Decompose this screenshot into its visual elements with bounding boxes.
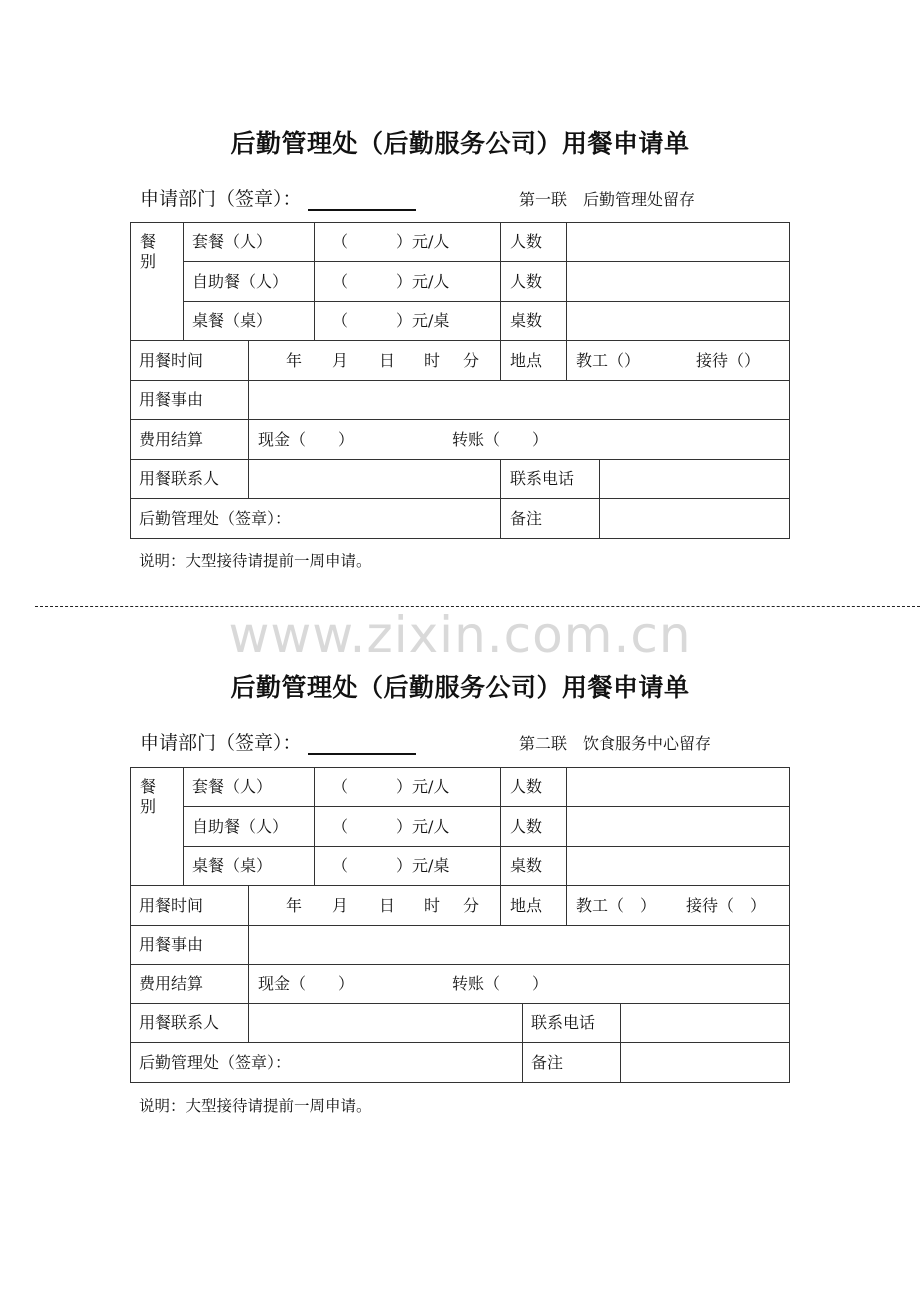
transfer-option[interactable]: 转账（ ）	[452, 974, 549, 993]
meal-reason-label: 用餐事由	[139, 935, 204, 954]
copy-label: 第一联 后勤管理处留存	[519, 190, 696, 209]
footnote: 说明：大型接待请提前一周申请。	[139, 1097, 372, 1115]
department-field[interactable]	[140, 184, 416, 211]
price-per-table-field[interactable]: （ ）元/桌	[332, 311, 450, 330]
location-staff-option[interactable]: 教工（）	[576, 351, 641, 370]
phone-label: 联系电话	[531, 1013, 596, 1032]
headcount-label: 人数	[510, 272, 543, 291]
office-signature-label: 后勤管理处（签章）：	[139, 1053, 292, 1072]
contact-field[interactable]	[255, 1007, 517, 1039]
phone-field[interactable]	[627, 1007, 784, 1039]
meal-category-label: 餐 别	[140, 232, 157, 271]
department-signature-line[interactable]	[308, 733, 416, 755]
contact-label: 用餐联系人	[139, 469, 220, 488]
cash-option[interactable]: 现金（ ）	[258, 430, 355, 449]
meal-time-label: 用餐时间	[139, 896, 204, 915]
time-unit-day: 日	[379, 351, 396, 370]
location-label: 地点	[510, 351, 543, 370]
time-unit-hour: 时	[424, 896, 441, 915]
copy-label: 第二联 饮食服务中心留存	[519, 734, 712, 753]
price-per-person-field[interactable]: （ ）元/人	[332, 272, 450, 291]
transfer-option[interactable]: 转账（ ）	[452, 430, 549, 449]
department-label: 申请部门（签章）：	[140, 188, 302, 210]
remark-field[interactable]	[627, 1047, 784, 1079]
price-per-person-field[interactable]: （ ）元/人	[332, 777, 450, 796]
time-unit-year: 年	[286, 896, 303, 915]
location-guest-option[interactable]: 接待（ ）	[686, 896, 767, 915]
watermark: www.zixin.com.cn	[228, 606, 692, 664]
time-unit-day: 日	[379, 896, 396, 915]
footnote: 说明：大型接待请提前一周申请。	[139, 552, 372, 570]
department-field[interactable]	[140, 728, 416, 755]
form-title: 后勤管理处（后勤服务公司）用餐申请单	[230, 129, 690, 158]
time-unit-month: 月	[332, 351, 349, 370]
remark-field[interactable]	[606, 503, 784, 535]
time-unit-year: 年	[286, 351, 303, 370]
payment-label: 费用结算	[139, 974, 204, 993]
department-label: 申请部门（签章）：	[140, 732, 302, 754]
time-unit-minute: 分	[463, 896, 480, 915]
time-unit-minute: 分	[463, 351, 480, 370]
meal-reason-field[interactable]	[255, 384, 785, 416]
phone-label: 联系电话	[510, 469, 575, 488]
contact-field[interactable]	[255, 463, 495, 495]
headcount-label: 人数	[510, 817, 543, 836]
form-title: 后勤管理处（后勤服务公司）用餐申请单	[230, 673, 690, 702]
location-staff-option[interactable]: 教工（ ）	[576, 896, 657, 915]
meal-type-table: 桌餐（桌）	[192, 856, 273, 875]
table-count-label: 桌数	[510, 311, 543, 330]
location-label: 地点	[510, 896, 543, 915]
time-unit-hour: 时	[424, 351, 441, 370]
meal-application-table	[130, 767, 790, 1084]
meal-type-set: 套餐（人）	[192, 777, 273, 796]
remark-label: 备注	[531, 1053, 564, 1072]
meal-type-buffet: 自助餐（人）	[192, 817, 289, 836]
meal-time-label: 用餐时间	[139, 351, 204, 370]
meal-reason-label: 用餐事由	[139, 390, 204, 409]
department-signature-line[interactable]	[308, 189, 416, 211]
meal-type-table: 桌餐（桌）	[192, 311, 273, 330]
price-per-person-field[interactable]: （ ）元/人	[332, 232, 450, 251]
office-signature-label: 后勤管理处（签章）：	[139, 509, 292, 528]
payment-label: 费用结算	[139, 430, 204, 449]
remark-label: 备注	[510, 509, 543, 528]
time-unit-month: 月	[332, 896, 349, 915]
phone-field[interactable]	[606, 463, 784, 495]
meal-application-table	[130, 222, 790, 539]
cash-option[interactable]: 现金（ ）	[258, 974, 355, 993]
table-count-label: 桌数	[510, 856, 543, 875]
meal-category-label: 餐 别	[140, 777, 157, 816]
meal-type-set: 套餐（人）	[192, 232, 273, 251]
headcount-label: 人数	[510, 777, 543, 796]
headcount-label: 人数	[510, 232, 543, 251]
contact-label: 用餐联系人	[139, 1013, 220, 1032]
price-per-person-field[interactable]: （ ）元/人	[332, 817, 450, 836]
meal-reason-field[interactable]	[255, 929, 785, 961]
meal-type-buffet: 自助餐（人）	[192, 272, 289, 291]
price-per-table-field[interactable]: （ ）元/桌	[332, 856, 450, 875]
location-guest-option[interactable]: 接待（）	[696, 351, 761, 370]
